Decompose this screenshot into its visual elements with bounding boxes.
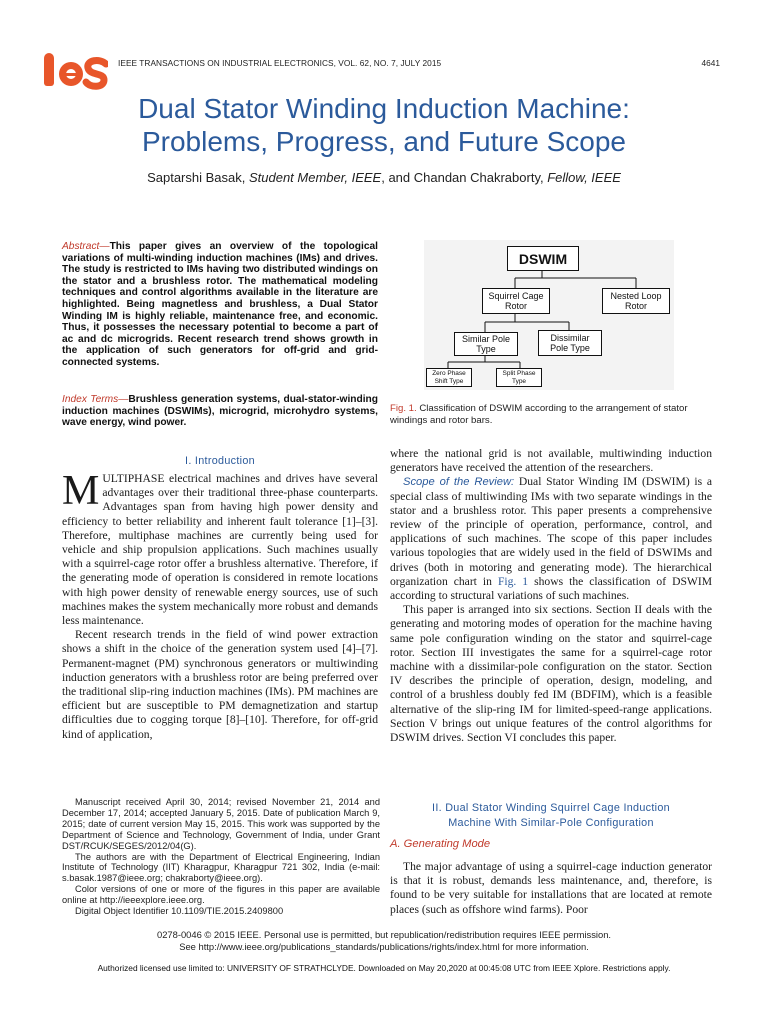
copyright-line-2: See http://www.ieee.org/publications_standards/publications/rights/index.html for more information. bbox=[179, 940, 589, 952]
drop-cap: M bbox=[62, 468, 100, 514]
node-dswim-label: DSWIM bbox=[518, 250, 568, 267]
right-paragraph-2: This paper is arranged into six sections. Section II deals with the generating and motoring modes of operation for the machine having same pole configuration winding on the stator and squirrel-cage rotor. Section III investigates the same for a squirrel-cage rotor machine with a dissimilar-pole configuration on the stator. Section IV describes the principle of operation, design, modeling, and control of a brushless doubly fed IM (BDFIM), which is a feasible alternative of the slip-ring IM for limited-speed-range applications. Section V brings out unique features of the control algorithms for DSWIM drives. Section VI concludes this paper. bbox=[390, 603, 712, 745]
abstract-dash: — bbox=[99, 241, 110, 252]
figure-1-caption bbox=[390, 403, 712, 426]
scope-label: Scope of the Review: bbox=[403, 476, 515, 489]
section-heading-introduction: I. Introduction bbox=[185, 455, 255, 467]
node-split-line-2: Type bbox=[511, 377, 527, 385]
index-terms bbox=[62, 394, 378, 429]
footnote-3: Color versions of one or more of the figures in this paper are available online at http://ieeexplore.ieee.org. bbox=[62, 884, 380, 906]
index-terms-dash: — bbox=[118, 394, 129, 405]
paper-title bbox=[0, 92, 768, 158]
abstract-text: This paper gives an overview of the topological variations of multi-winding induction machines (IMs) and drives. The study is restricted to IMs having two distributed windings on the stator and a brushless rotor. The mathematical modeling techniques and control algorithms available in the literature are highlighted. Being magnetless and brushless, a Dual Stator Winding IM is highly reliable, maintenance free, and economic. Thus, it possesses the necessary potential to become a part of ac and dc microgrids. Recent research trend shows growth in the application of such generators for off-grid and grid-connected systems. bbox=[62, 241, 378, 368]
node-nested-line-2: Rotor bbox=[624, 301, 647, 311]
abstract bbox=[62, 241, 378, 369]
ies-logo bbox=[42, 52, 108, 92]
figure-1-link[interactable]: Fig. 1 bbox=[497, 574, 529, 588]
title-line-1: Dual Stator Winding Induction Machine: bbox=[138, 93, 630, 124]
section-2-text bbox=[390, 860, 712, 917]
figure-caption-text: Classification of DSWIM according to the arrangement of stator windings and rotor bars. bbox=[390, 403, 688, 426]
node-zero-line-2: Shift Type bbox=[434, 377, 464, 385]
intro-paragraph-1 bbox=[62, 468, 378, 628]
footnote-1: Manuscript received April 30, 2014; revised November 21, 2014 and December 17, 2014; accepted January 5, 2015. Date of publication March 9, 2015; date of current version May 15, 2015. This work was supported by the Department of Science and Technology, Government of India, under Grant DST/RCUK/SEGES/2012/04(G). bbox=[62, 797, 380, 851]
scope-text-a: Dual Stator Winding IM (DSWIM) is a special class of multiwinding IMs with two separate windings in the stator and a brushless rotor. This paper presents a comprehensive review of the principle of operation, performance, control, and applications of such machines. The scope of this paper includes various topologies that are widely used in the field of DSWIMs and drives (both in motoring and generating mode). The hierarchical organization chart in bbox=[390, 475, 713, 588]
figure-node-nested-loop bbox=[602, 288, 670, 314]
running-head: IEEE TRANSACTIONS ON INDUSTRIAL ELECTRONICS, VOL. 62, NO. 7, JULY 2015 bbox=[118, 58, 442, 68]
scope-text-b: shows the classification of DSWIM according to structural variations of such machines. bbox=[390, 574, 713, 603]
node-similar-line-1: Similar Pole bbox=[461, 334, 510, 344]
copyright-line-1: 0278-0046 © 2015 IEEE. Personal use is permitted, but republication/redistribution requires IEEE permission. bbox=[156, 929, 612, 940]
figure-node-split-phase bbox=[496, 368, 542, 387]
figure-node-similar-pole bbox=[454, 332, 518, 356]
node-dissimilar-line-1: Dissimilar bbox=[550, 333, 590, 343]
figure-node-dissimilar-pole bbox=[538, 330, 602, 356]
section-2-paragraph-1: The major advantage of using a squirrel-cage induction generator is that it is robust, demands less maintenance, and, therefore, is found to be very suitable for installations that are located at remote places (such as offshore wind farms). Poor bbox=[390, 860, 712, 916]
title-line-2: Problems, Progress, and Future Scope bbox=[141, 126, 626, 157]
author-2: Chandan Chakraborty bbox=[413, 170, 540, 185]
author-2-role: Fellow, IEEE bbox=[547, 170, 621, 185]
introduction-left-column bbox=[62, 468, 378, 742]
index-terms-text: Brushless generation systems, dual-stator-winding induction machines (DSWIMs), microgrid, microhydro systems, wave energy, wind power. bbox=[62, 394, 378, 429]
right-paragraph-0: where the national grid is not available, multiwinding induction generators have received the attention of the researchers. bbox=[390, 447, 712, 475]
figure-1-diagram bbox=[424, 240, 674, 390]
node-dissimilar-line-2: Pole Type bbox=[550, 343, 590, 353]
scope-paragraph bbox=[390, 475, 712, 603]
node-split-line-1: Split Phase bbox=[502, 370, 536, 377]
index-terms-label: Index Terms bbox=[62, 394, 119, 405]
copyright-notice bbox=[0, 929, 768, 952]
introduction-right-column bbox=[390, 447, 712, 745]
author-1: Saptarshi Basak bbox=[147, 170, 242, 185]
figure-node-zero-phase bbox=[426, 368, 472, 387]
section-heading-2 bbox=[390, 801, 712, 831]
footnote-4: Digital Object Identifier 10.1109/TIE.2015.2409800 bbox=[75, 906, 284, 917]
footnote bbox=[62, 797, 380, 917]
author-line: Saptarshi Basak, Student Member, IEEE, and Chandan Chakraborty, Fellow, IEEE bbox=[147, 170, 621, 185]
intro-p1-text: ULTIPHASE electrical machines and drives have several advantages over their traditional three-phase counterparts. Advantages span from having high power density and efficiency to better reliability and inherent fault tolerance [1]–[3]. Therefore, multiphase machines are currently being used for vehicle and ship propulsion applications. Such machines usually with a squirrel-cage rotor offer a brushless alternative. Therefore, if the generating mode of operation is considered in remote locations with high power density of renewable energy sources, use of such machines makes the system mechanically more robust and demands less maintenance. bbox=[62, 472, 378, 628]
abstract-label: Abstract bbox=[62, 241, 100, 252]
node-zero-line-1: Zero Phase bbox=[432, 370, 466, 377]
footnote-2: The authors are with the Department of Electrical Engineering, Indian Institute of Technology (IIT) Kharagpur, Kharagpur 721 302, India (e-mail: s.basak.1987@ieee.org; chakraborty@ieee.org). bbox=[62, 851, 380, 884]
node-similar-line-2: Type bbox=[476, 344, 496, 354]
figure-caption-label: Fig. 1. bbox=[390, 403, 417, 414]
node-squirrel-line-2: Rotor bbox=[504, 301, 527, 311]
node-squirrel-line-1: Squirrel Cage bbox=[488, 291, 544, 301]
section-2-line-2: Machine With Similar-Pole Configuration bbox=[448, 817, 654, 829]
section-2-line-1: II. Dual Stator Winding Squirrel Cage Induction bbox=[432, 802, 670, 814]
author-1-role: Student Member, IEEE bbox=[248, 170, 382, 185]
figure-node-dswim bbox=[507, 246, 579, 271]
intro-paragraph-2: Recent research trends in the field of wind power extraction shows a shift in the choice of the generation system used [4]–[7]. Permanent-magnet (PM) synchronous generators or multiwinding induction generators with a brushless rotor are being preferred over the traditional slip-ring induction machines (IMs). PM machines are efficient but are susceptible to PM demagnetization and startup difficulties due to cogging torque [8]–[10]. Therefore, for off-grid kind of application, bbox=[62, 628, 378, 741]
authorized-use-notice: Authorized licensed use limited to: UNIVERSITY OF STRATHCLYDE. Downloaded on May 20,2020 at 00:45:08 UTC from IEEE Xplore. Restrictions apply. bbox=[97, 963, 671, 973]
figure-node-squirrel-cage bbox=[482, 288, 550, 314]
page-number: 4641 bbox=[701, 58, 720, 68]
node-nested-line-1: Nested Loop bbox=[610, 291, 662, 301]
subsection-generating-mode: A. Generating Mode bbox=[390, 838, 491, 850]
author-joiner: , and bbox=[381, 170, 414, 185]
